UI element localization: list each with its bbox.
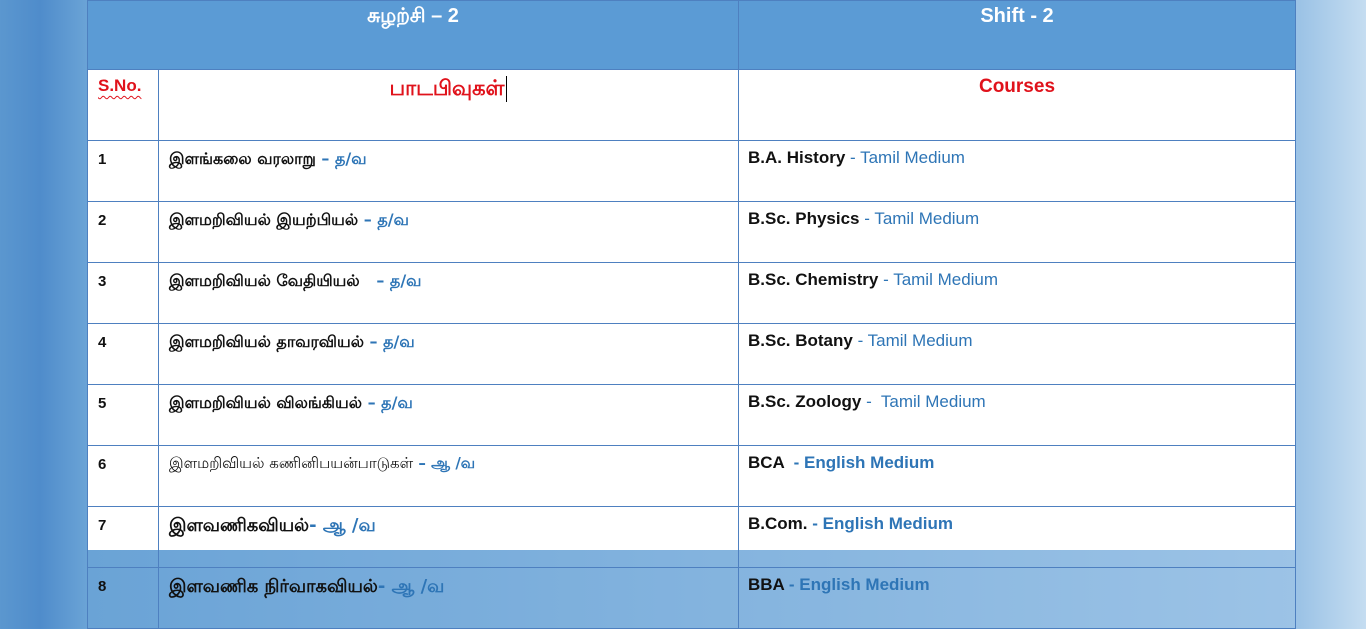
tamil-course-cell <box>159 263 739 324</box>
english-shift-title: Shift - 2 <box>739 1 1296 70</box>
table-row <box>88 202 1296 263</box>
row-number: 2 <box>88 202 159 263</box>
course-table <box>87 0 1296 629</box>
english-course-cell <box>739 446 1296 507</box>
english-medium-label: - Tamil Medium <box>845 148 965 167</box>
english-course-name: B.Sc. Chemistry <box>748 270 879 289</box>
tamil-medium-label: – த/வ <box>370 271 422 290</box>
english-medium-label: - Tamil Medium <box>852 331 973 350</box>
tamil-courses-header-text: பாடபிவுகள் <box>389 76 505 100</box>
english-medium-label: - English Medium <box>788 453 935 472</box>
english-course-cell <box>739 568 1296 629</box>
table-row <box>88 263 1296 324</box>
tamil-course-name: இளமறிவியல் தாவரவியல் <box>169 332 364 351</box>
column-header-row <box>88 70 1296 141</box>
english-course-name: B.Sc. Zoology <box>748 392 862 411</box>
tamil-medium-label: - ஆ /வ <box>377 576 445 597</box>
row-number: 1 <box>88 141 159 202</box>
english-course-cell <box>739 385 1296 446</box>
english-course-name: B.Com. <box>748 514 808 533</box>
tamil-course-name: இளமறிவியல் விலங்கியல் <box>169 393 363 412</box>
row-number: 8 <box>88 568 159 629</box>
tamil-course-cell <box>159 385 739 446</box>
table-row <box>88 568 1296 629</box>
tamil-medium-label: – த/வ <box>315 149 367 168</box>
tamil-medium-label: – த/வ <box>363 332 415 351</box>
row-number: 5 <box>88 385 159 446</box>
shift-header-row <box>88 1 1296 70</box>
row-number: 7 <box>88 507 159 568</box>
row-number: 6 <box>88 446 159 507</box>
tamil-shift-title: சுழற்சி – 2 <box>88 1 739 70</box>
english-course-name: B.Sc. Botany <box>748 331 853 350</box>
tamil-medium-label: – ஆ /வ <box>413 454 476 472</box>
tamil-course-cell <box>159 507 739 568</box>
tamil-course-name: இளமறிவியல் கணினிபயன்பாடுகள் <box>169 454 414 472</box>
table-row <box>88 507 1296 568</box>
english-course-cell <box>739 263 1296 324</box>
english-medium-label: - English Medium <box>807 514 953 533</box>
english-course-cell <box>739 202 1296 263</box>
table-row <box>88 385 1296 446</box>
english-course-name: BBA <box>748 575 785 594</box>
english-course-name: B.Sc. Physics <box>748 209 860 228</box>
row-number: 4 <box>88 324 159 385</box>
tamil-course-cell <box>159 568 739 629</box>
tamil-medium-label: - ஆ /வ <box>309 515 376 536</box>
tamil-courses-header <box>159 70 739 141</box>
course-table-sheet <box>87 0 1295 597</box>
english-course-cell <box>739 507 1296 568</box>
tamil-course-cell <box>159 324 739 385</box>
english-courses-header: Courses <box>739 70 1296 141</box>
tamil-course-cell <box>159 202 739 263</box>
english-medium-label: - Tamil Medium <box>861 392 986 411</box>
tamil-course-name: இளமறிவியல் இயற்பியல் <box>169 210 359 229</box>
english-course-cell <box>739 141 1296 202</box>
tamil-course-cell <box>159 446 739 507</box>
text-cursor <box>506 76 507 102</box>
english-course-name: B.A. History <box>748 148 846 167</box>
english-medium-label: - English Medium <box>784 575 930 594</box>
tamil-course-name: இளங்கலை வரலாறு <box>169 149 316 168</box>
tamil-medium-label: – த/வ <box>358 210 409 229</box>
english-course-name: BCA <box>748 453 789 472</box>
tamil-medium-label: – த/வ <box>362 393 413 412</box>
tamil-course-name: இளமறிவியல் வேதியியல் <box>169 271 371 290</box>
sno-header: S.No. <box>88 70 159 141</box>
tamil-course-name: இளவணிக நிர்வாகவியல் <box>169 576 378 597</box>
row-number: 3 <box>88 263 159 324</box>
tamil-course-name: இளவணிகவியல் <box>169 515 310 536</box>
tamil-course-cell <box>159 141 739 202</box>
table-row <box>88 141 1296 202</box>
table-row <box>88 446 1296 507</box>
english-course-cell <box>739 324 1296 385</box>
english-medium-label: - Tamil Medium <box>878 270 999 289</box>
english-medium-label: - Tamil Medium <box>859 209 980 228</box>
table-row <box>88 324 1296 385</box>
